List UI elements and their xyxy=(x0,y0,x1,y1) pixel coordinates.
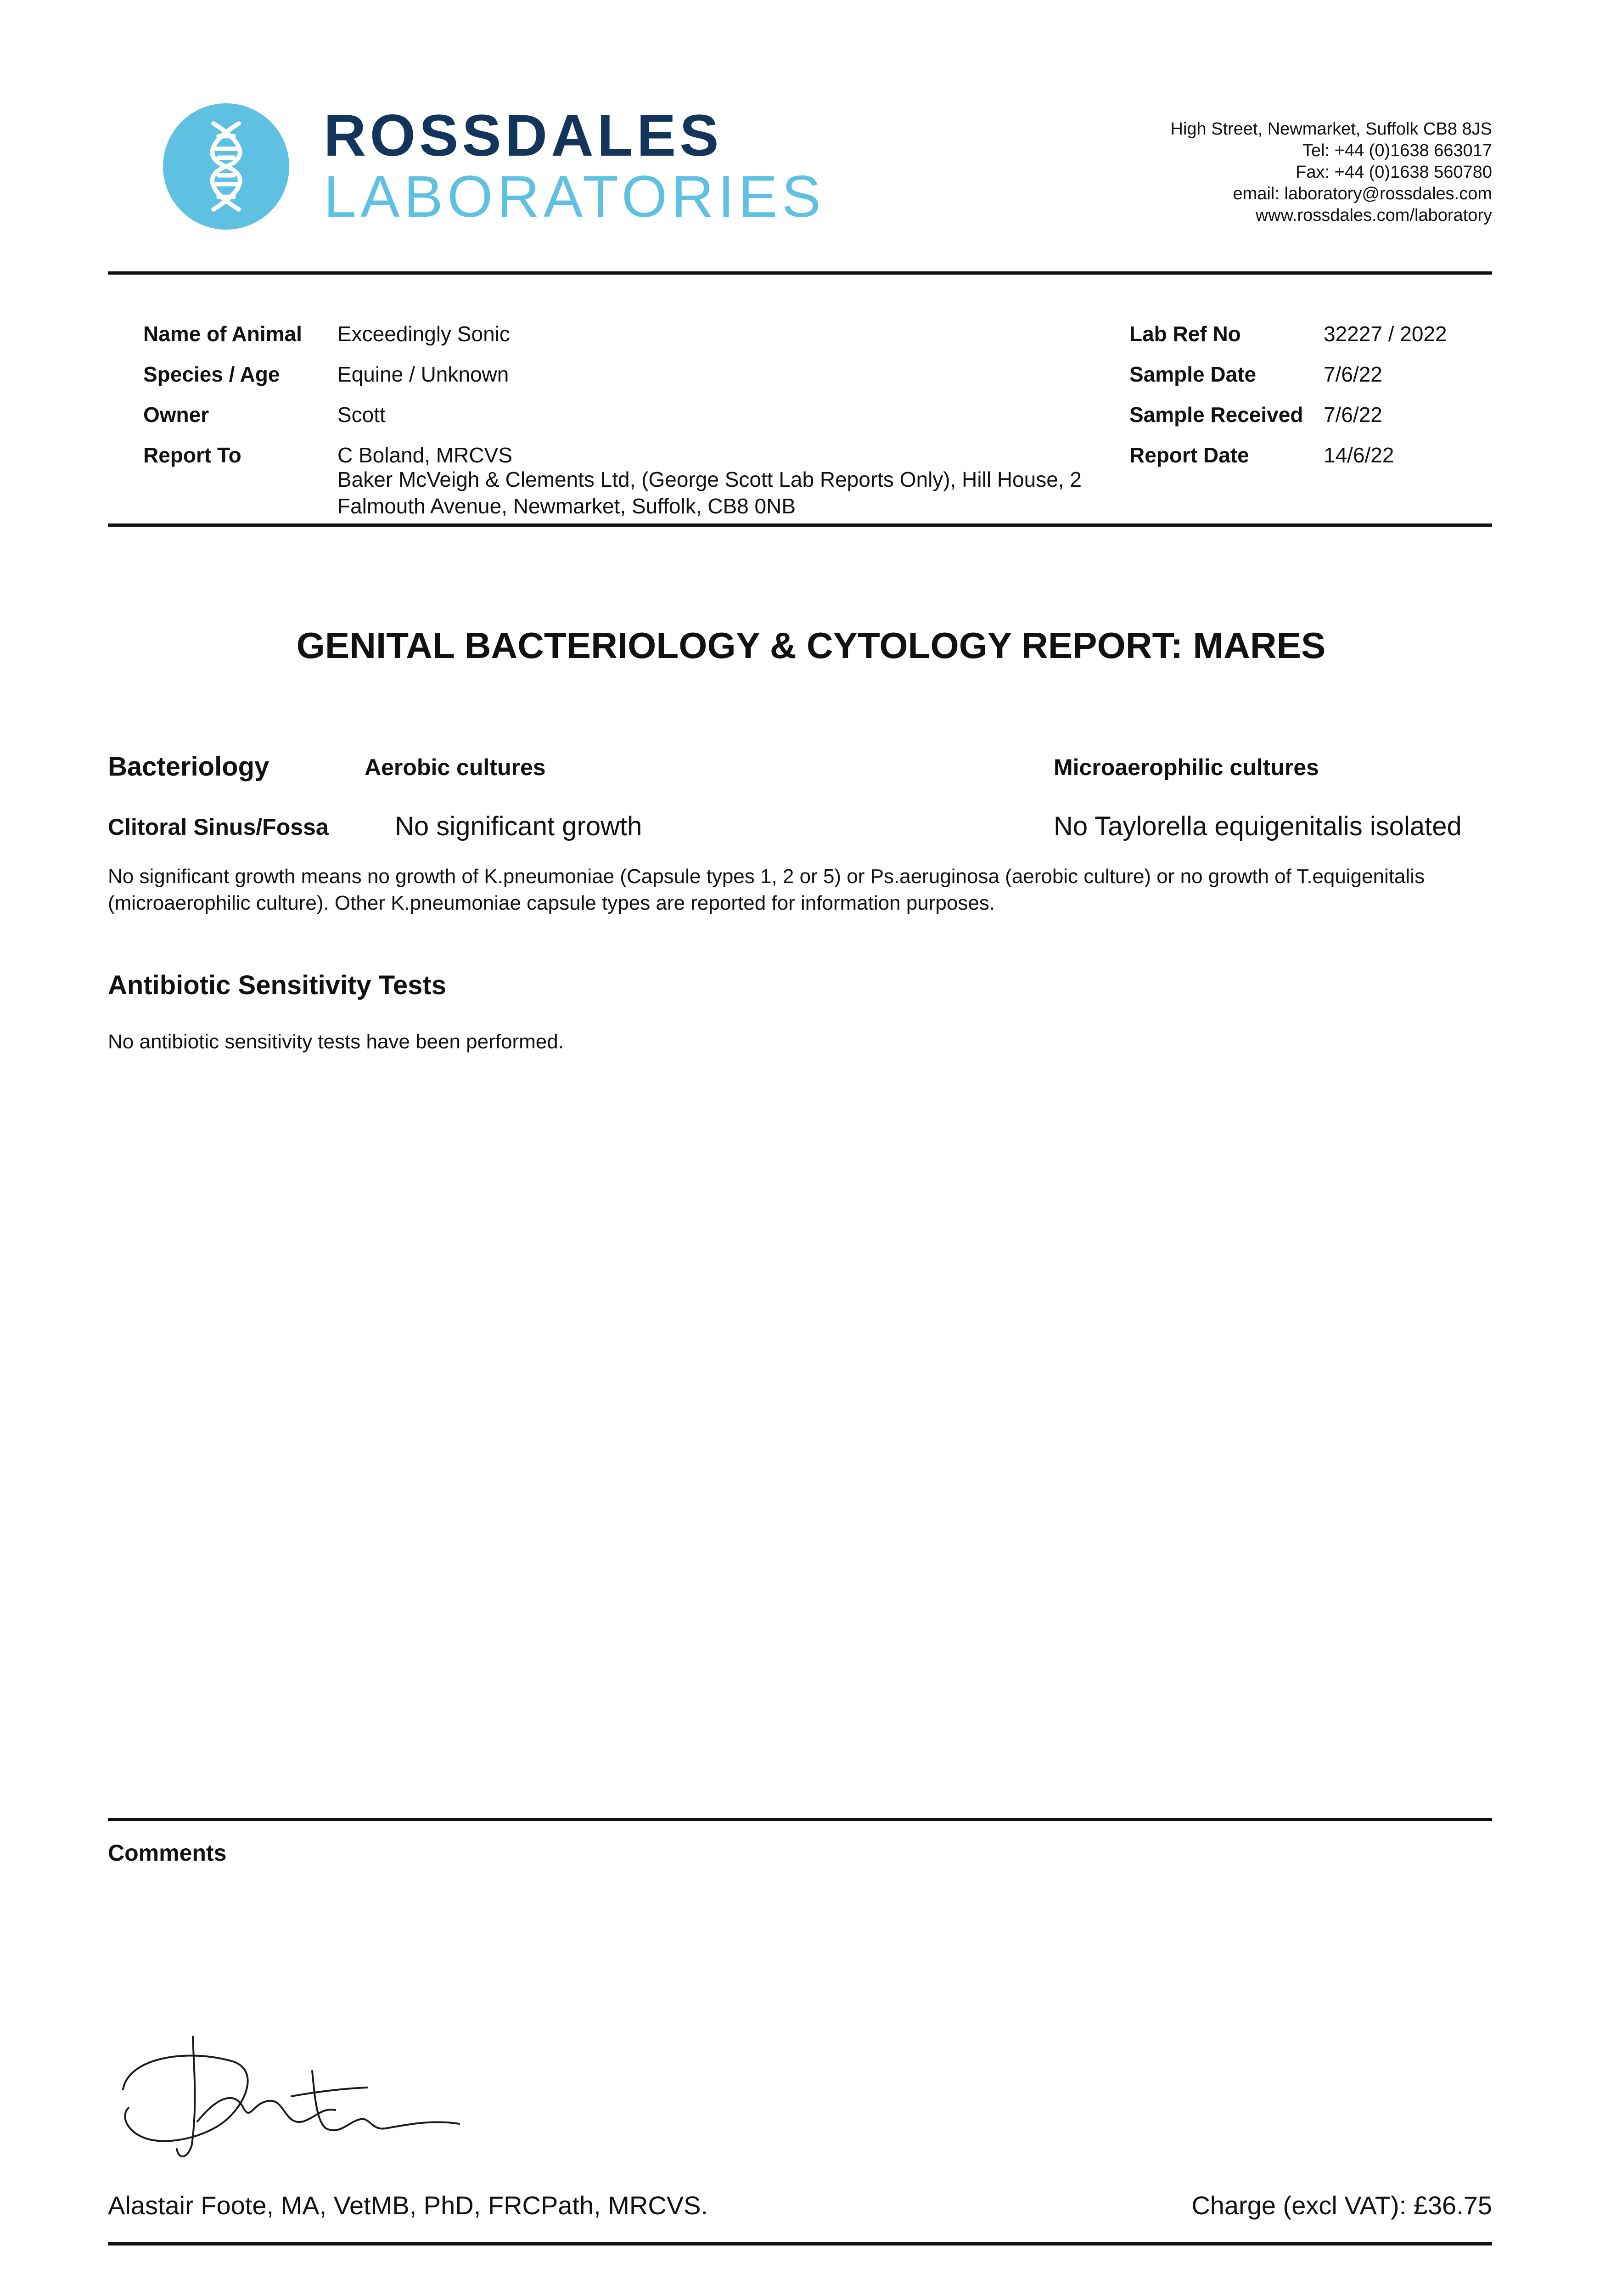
report-date-value: 14/6/22 xyxy=(1324,443,1394,467)
details-divider xyxy=(108,523,1492,527)
owner-value: Scott xyxy=(337,403,386,427)
signatory-name: Alastair Foote, MA, VetMB, PhD, FRCPath, MRCVS. xyxy=(108,2191,708,2220)
signature xyxy=(110,2030,468,2167)
animal-name-value: Exceedingly Sonic xyxy=(337,322,510,346)
header-divider xyxy=(108,271,1492,275)
report-title: GENITAL BACTERIOLOGY & CYTOLOGY REPORT: MARES xyxy=(296,625,1326,666)
lab-ref-value: 32227 / 2022 xyxy=(1324,322,1447,346)
report-date-label: Report Date xyxy=(1129,443,1249,467)
sample-date-value: 7/6/22 xyxy=(1324,362,1382,386)
brand-name-line1: ROSSDALES xyxy=(324,103,723,169)
aerobic-result: No significant growth xyxy=(395,811,642,841)
report-to-value: C Boland, MRCVS xyxy=(337,443,512,467)
animal-name-label: Name of Animal xyxy=(143,322,302,346)
bacteriology-note: No significant growth means no growth of K.pneumoniae (Capsule types 1, 2 or 5) or Ps.aeruginosa (aerobic culture) or no growth of T.equigenitalis (microaerophilic culture). Other K.pneumoniae capsule types are reported for information purposes. xyxy=(108,865,1425,914)
lab-address xyxy=(1171,118,1492,226)
sample-date-label: Sample Date xyxy=(1129,362,1257,386)
charge-amount: Charge (excl VAT): £36.75 xyxy=(1191,2191,1492,2220)
phone-line: Tel: +44 (0)1638 663017 xyxy=(1302,141,1492,160)
brand-name-line2: LABORATORIES xyxy=(324,164,825,230)
footer-divider xyxy=(108,2242,1492,2245)
aerobic-cultures-heading: Aerobic cultures xyxy=(365,754,546,780)
sample-site-label: Clitoral Sinus/Fossa xyxy=(108,814,329,840)
lab-ref-label: Lab Ref No xyxy=(1129,322,1241,346)
website-link[interactable]: www.rossdales.com/laboratory xyxy=(1255,206,1492,225)
antibiotic-text: No antibiotic sensitivity tests have been performed. xyxy=(108,1030,564,1053)
antibiotic-heading: Antibiotic Sensitivity Tests xyxy=(108,970,446,1000)
fax-line: Fax: +44 (0)1638 560780 xyxy=(1296,163,1492,182)
comments-divider xyxy=(108,1818,1492,1821)
comments-heading: Comments xyxy=(108,1840,227,1866)
report-to-label: Report To xyxy=(143,443,241,467)
species-age-label: Species / Age xyxy=(143,362,280,386)
species-age-value: Equine / Unknown xyxy=(337,362,509,386)
address-line: High Street, Newmarket, Suffolk CB8 8JS xyxy=(1170,119,1492,139)
email-link[interactable]: email: laboratory@rossdales.com xyxy=(1233,184,1492,203)
microaerophilic-result: No Taylorella equigenitalis isolated xyxy=(1054,811,1462,841)
microaerophilic-cultures-heading: Microaerophilic cultures xyxy=(1054,754,1319,780)
sample-received-label: Sample Received xyxy=(1129,403,1303,427)
sample-received-value: 7/6/22 xyxy=(1324,403,1382,427)
owner-label: Owner xyxy=(143,403,209,427)
report-to-address: Baker McVeigh & Clements Ltd, (George Scott Lab Reports Only), Hill House, 2 Falmouth Avenue, Newmarket, Suffolk, CB8 0NB xyxy=(337,467,1082,518)
bacteriology-heading: Bacteriology xyxy=(108,752,269,782)
dna-helix-icon xyxy=(163,103,289,230)
